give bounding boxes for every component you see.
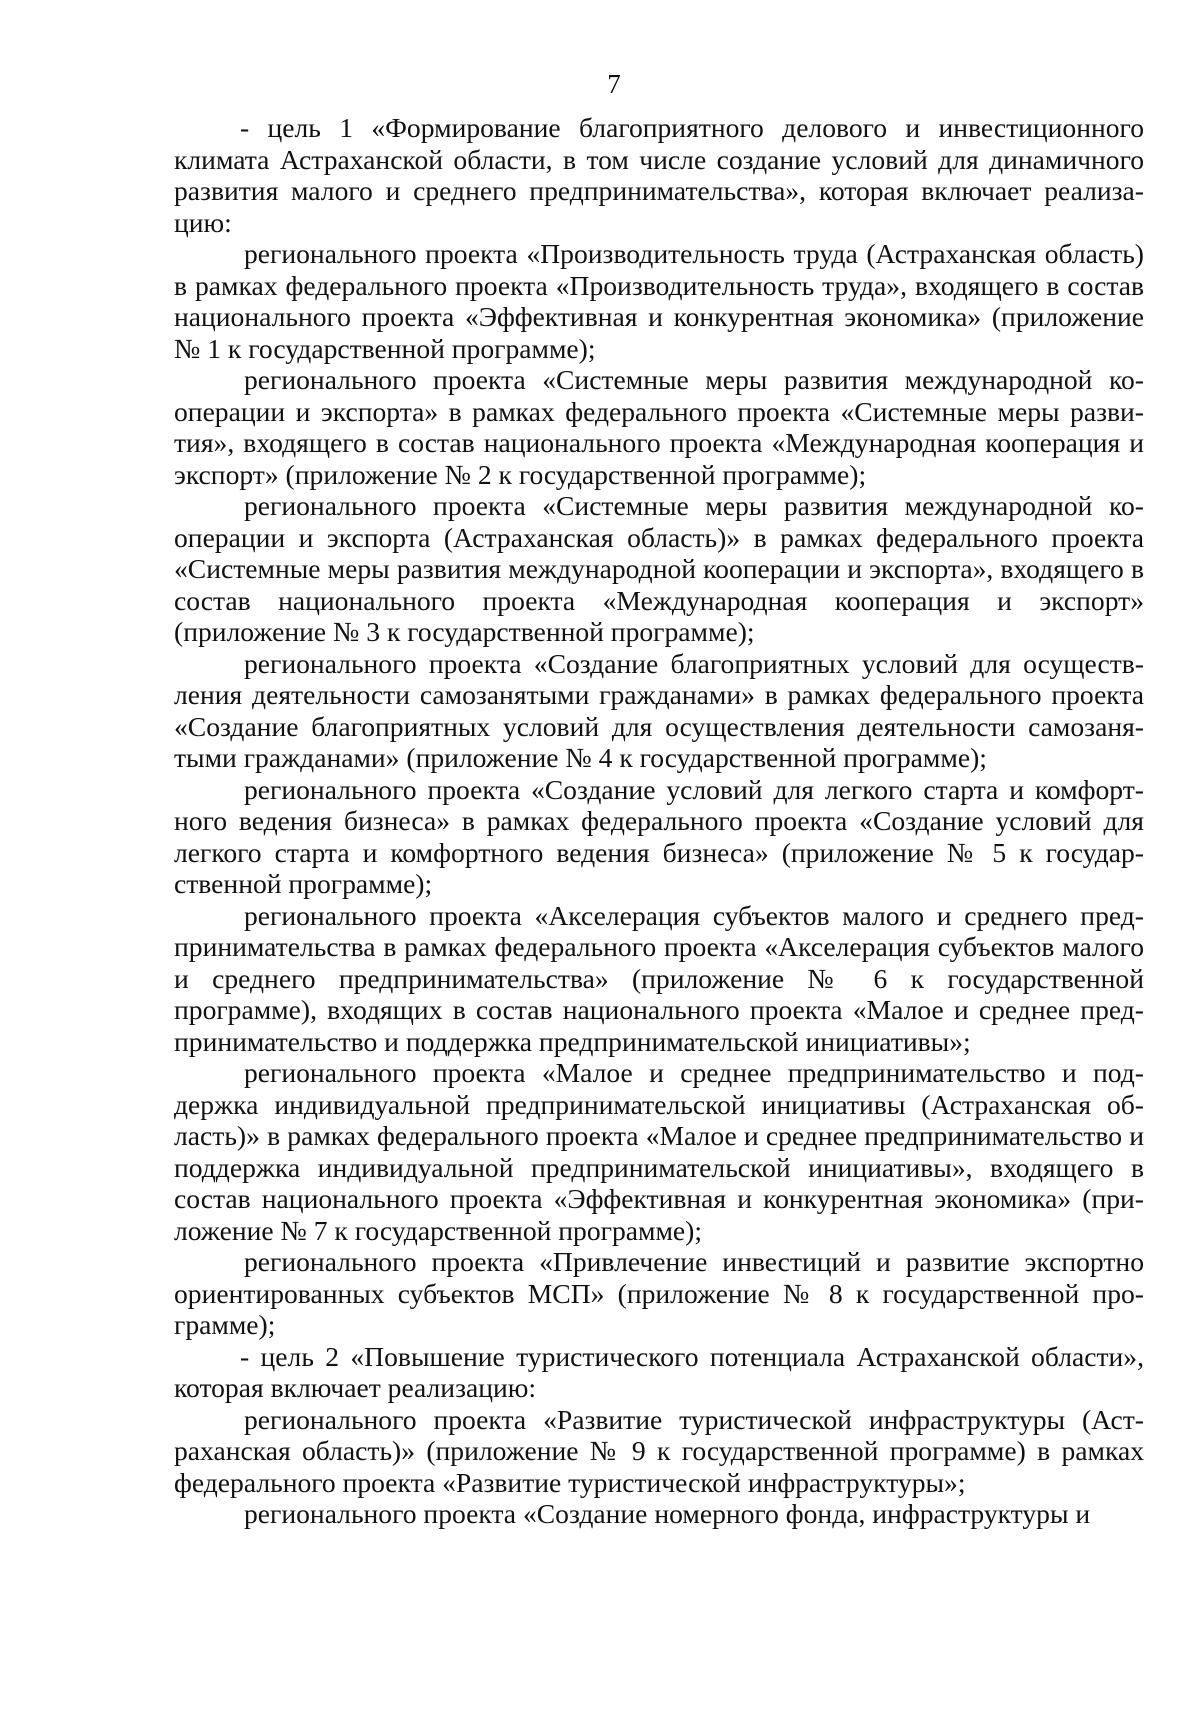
regional-project-paragraph: регионального проекта «Создание условий для легкого старта и комфортного ведения бизнеса» в рамках федерального проекта «Создание условий для легкого старта и комфортного ведения бизнеса» (приложение № 5 к государственной программе); <box>174 773 1144 899</box>
goal-1-paragraph: - цель 1 «Формирование благоприятного делового и инвестиционного климата Астраханской области, в том числе создание условий для динамичного развития малого и среднего предпринимательства», которая включает реализацию: <box>174 112 1144 238</box>
regional-project-paragraph: регионального проекта «Создание номерного фонда, инфраструктуры и <box>244 1498 1091 1529</box>
goal-2-paragraph: - цель 2 «Повышение туристического потенциала Астраханской области», которая включает реализацию: <box>174 1340 1144 1403</box>
regional-project-paragraph: регионального проекта «Малое и среднее предпринимательство и поддержка индивидуальной предпринимательской инициативы (Астраханская область)» в рамках федерального проекта «Малое и среднее предпринимательство и поддержка индивидуальной предпринимательской инициативы», входящего в состав национального проекта «Эффективная и конкурентная экономика» (приложение № 7 к государственной программе); <box>174 1057 1144 1246</box>
page-number: 7 <box>607 69 621 99</box>
regional-project-paragraph: регионального проекта «Системные меры развития международной кооперации и экспорта (Астраханская область)» в рамках федерального проекта «Системные меры развития международной кооперации и экспорта», входящего в состав национального проекта «Международная кооперация и экспорт» (приложение № 3 к государственной программе); <box>174 490 1144 647</box>
regional-project-paragraph: регионального проекта «Системные меры развития международной кооперации и экспорта» в рамках федерального проекта «Системные меры развития», входящего в состав национального проекта «Международная кооперация и экспорт» (приложение № 2 к государственной программе); <box>174 364 1144 490</box>
regional-project-paragraph: регионального проекта «Производительность труда (Астраханская область) в рамках федерального проекта «Производительность труда», входящего в состав национального проекта «Эффективная и конкурентная экономика» (приложение № 1 к государственной программе); <box>174 238 1144 364</box>
regional-project-paragraph: регионального проекта «Акселерация субъектов малого и среднего предпринимательства в рамках федерального проекта «Акселерация субъектов малого и среднего предпринимательства» (приложение № 6 к государственной программе), входящих в состав национального проекта «Малое и среднее предпринимательство и поддержка предпринимательской инициативы»; <box>174 899 1144 1057</box>
regional-project-paragraph: регионального проекта «Развитие туристической инфраструктуры (Астраханская область)» (приложение № 9 к государственной программе) в рамках федерального проекта «Развитие туристической инфраструктуры»; <box>174 1403 1144 1498</box>
regional-project-paragraph: регионального проекта «Создание благоприятных условий для осуществления деятельности самозанятыми гражданами» в рамках федерального проекта «Создание благоприятных условий для осуществления деятельности самозанятыми гражданами» (приложение № 4 к государственной программе); <box>174 647 1144 773</box>
regional-project-paragraph: регионального проекта «Привлечение инвестиций и развитие экспортно ориентированных субъектов МСП» (приложение № 8 к государственной программе); <box>174 1246 1144 1340</box>
document-body <box>174 112 1144 1530</box>
